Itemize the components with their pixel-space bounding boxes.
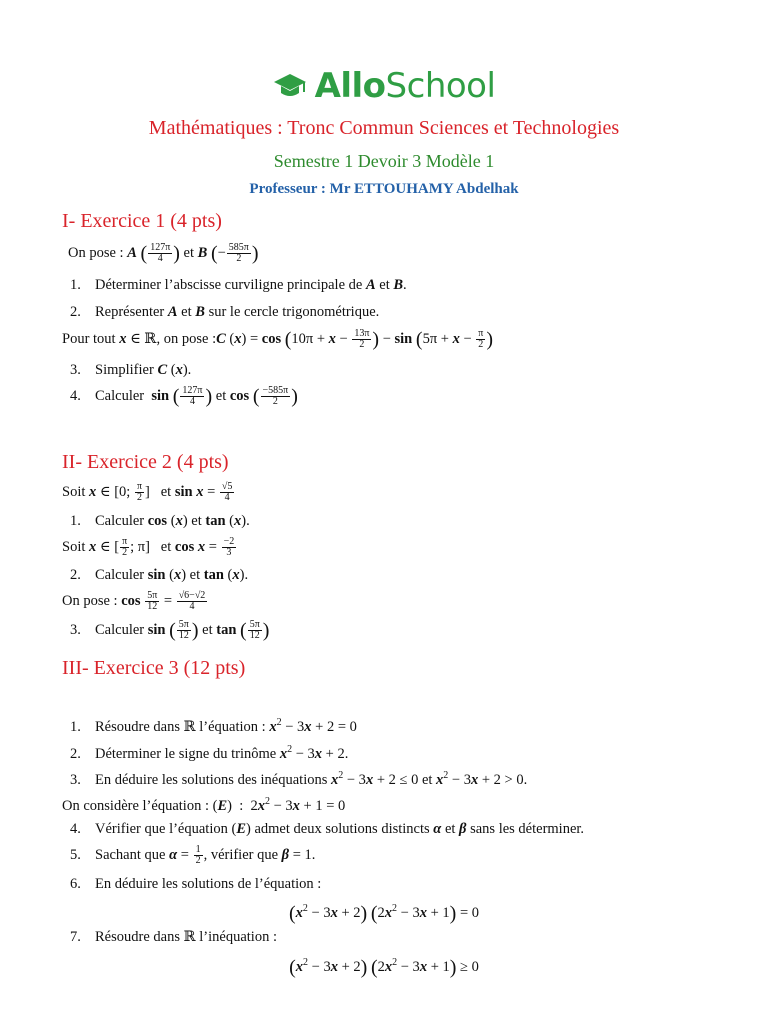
ex2-hypothesis-2: Soit x ∈ [ $\frac{\pi}{2}$ ; π] et cos x = $\frac{-2}{3}$ [62,536,235,559]
ex1-definition: Pour tout x ∈ ℝ, on pose :C (x) = cos (10π + x − $\frac{13\pi}{2}$ ) − sin (5π + x − $\frac{\pi}{2}$ ) [62,328,493,351]
ex3-inequation-product: $(x^2 - 3x + 2) (2x^2 - 3x + 1) \ge 0$ [289,956,479,979]
ex3-equation-E: On considère l’équation : (E) : $2x^2 - 3x + 1 = 0$ [62,796,346,814]
ex2-hypothesis-1: Soit x ∈ [0; $\frac{\pi}{2}$ ] et sin x = $\frac{√5}{4}$ [62,481,233,504]
professor-name: Professeur : Mr ETTOUHAMY Abdelhak [249,181,519,197]
ex3-item-3: 3. En déduire les solutions des inéquations $x^2 - 3x + 2 \le 0$ et $x^2 - 3x + 2 > 0$. [70,770,528,788]
ex1-item-4: 4. Calculer sin ( $\frac{127\pi}{4}$ ) et cos ( $\frac{-585\pi}{2}$ ) [70,385,298,408]
document-subtitle: Semestre 1 Devoir 3 Modèle 1 [273,151,495,171]
ex2-item-3: 3. Calculer sin ( $\frac{5\pi}{12}$ ) et tan ( $\frac{5\pi}{12}$ ) [70,619,270,642]
exercise-1-heading: I- Exercice 1 (4 pts) [62,210,222,232]
ex3-item-2: 2. Déterminer le signe du trinôme $x^2 - 3x + 2$. [70,744,349,762]
ex1-item-2: 2. Représenter A et B sur le cercle trigonométrique. [70,304,380,320]
ex2-item-1: 1. Calculer cos (x) et tan (x). [70,513,250,529]
ex3-item-1: 1. Résoudre dans ℝ l’équation : $x^2 - 3x + 2 = 0$ [70,717,357,735]
exercise-3-heading: III- Exercice 3 (12 pts) [62,657,246,679]
ex1-intro: On pose : A ( $\frac{127\pi}{4}$ ) et B (− $\frac{585\pi}{2}$ ) [68,242,259,265]
ex3-item-7: 7. Résoudre dans ℝ l’inéquation : [70,929,277,945]
ex1-item-3: 3. Simplifier C (x). [70,362,192,378]
graduation-cap-icon [273,72,307,100]
ex2-item-2: 2. Calculer sin (x) et tan (x). [70,567,249,583]
ex3-item-4: 4. Vérifier que l’équation (E) admet deux solutions distincts α et β sans les déterminer. [70,821,585,837]
alloschool-logo [0,66,768,106]
exercise-2-heading: II- Exercice 2 (4 pts) [62,451,229,473]
ex2-hypothesis-3: On pose : cos $\frac{5\pi}{12}$ = $\frac{√6-√2}{4}$ [62,590,206,613]
ex3-item-5: 5. Sachant que α = $\frac{1}{2}$ , vérifier que β = 1. [70,844,316,867]
ex1-item-1: 1. Déterminer l’abscisse curviligne principale de A et B. [70,277,407,293]
ex3-equation-product: $(x^2 - 3x + 2) (2x^2 - 3x + 1) = 0$ [289,902,479,925]
document-title: Mathématiques : Tronc Commun Sciences et Technologies [148,117,620,139]
ex3-item-6: 6. En déduire les solutions de l’équation : [70,876,322,892]
brand-name: AlloSchool [314,66,496,106]
